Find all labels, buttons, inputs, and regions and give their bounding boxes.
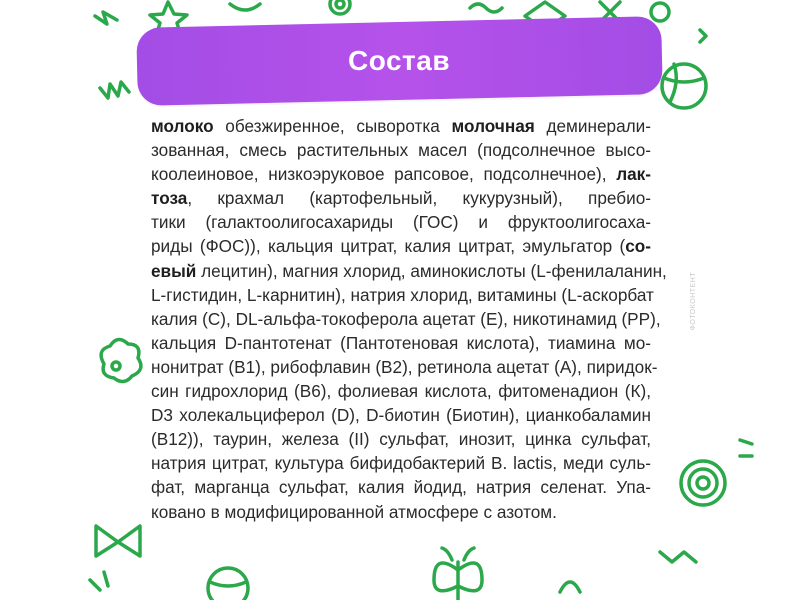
zigzag-doodle-icon (95, 12, 117, 24)
arc-doodle-icon (230, 4, 260, 10)
text-line: риды (ФОС)), кальция цитрат, калия цитрат, эмульгатор (со- (151, 236, 651, 257)
text-line: L-гистидин, L-карнитин), натрия хлорид, витамины (L-аскорбат (151, 284, 654, 305)
page-title: Состав (348, 45, 451, 76)
text-line: евый лецитин), магния хлорид, аминокислоты (L-фенилаланин, (151, 260, 667, 281)
text-line: кальция D-пантотенат (Пантотеновая кислота), тиамина мо- (151, 332, 651, 353)
text-line: син гидрохлорид (B6), фолиевая кислота, фитоменадион (К), (151, 381, 651, 402)
squiggle-doodle-icon (700, 30, 706, 42)
text-line: молоко обезжиренное, сыворотка молочная деминерали- (151, 116, 651, 136)
text-line: коолеиновое, низкоэруковое рапсовое, подсолнечное), лак- (151, 164, 651, 185)
watermark: ФОТОКОНТЕНТ (690, 272, 697, 331)
text-line: натрия цитрат, культура бифидобактерий B. lactis, меди суль- (151, 453, 651, 474)
text-line: тоза, крахмал (картофельный, кукурузный), пребио- (151, 188, 651, 209)
ingredients-text (151, 114, 667, 524)
ring-icon (651, 3, 669, 21)
zigzag-doodle-icon (100, 82, 129, 98)
text-line: ковано в модифицированной атмосфере с азотом. (151, 501, 557, 522)
text-line: D3 холекальциферол (D), D-биотин (Биотин), цианкобаламин (151, 405, 651, 426)
wave-doodle-icon (470, 4, 502, 12)
header-banner (136, 16, 663, 106)
text-line: калия (С), DL-альфа-токоферола ацетат (Е), никотинамид (РР), (151, 308, 661, 329)
bow-icon (96, 526, 140, 556)
text-line: зованная, смесь растительных масел (подсолнечное высо- (151, 140, 651, 161)
text-line: тики (галактоолигосахариды (ГОС) и фруктоолигосаха- (151, 212, 651, 233)
text-line: фат, марганца сульфат, калия йодид, натрия селенат. Упа- (151, 477, 651, 498)
text-line: нонитрат (B1), рибофлавин (B2), ретинола ацетат (А), пиридок- (151, 356, 658, 377)
flower-icon (101, 339, 141, 381)
zigzag-doodle-icon (660, 552, 696, 562)
text-line: (B12)), таурин, железа (II) сульфат, инозит, цинка сульфат, (151, 429, 651, 450)
loop-doodle-icon (560, 582, 580, 592)
